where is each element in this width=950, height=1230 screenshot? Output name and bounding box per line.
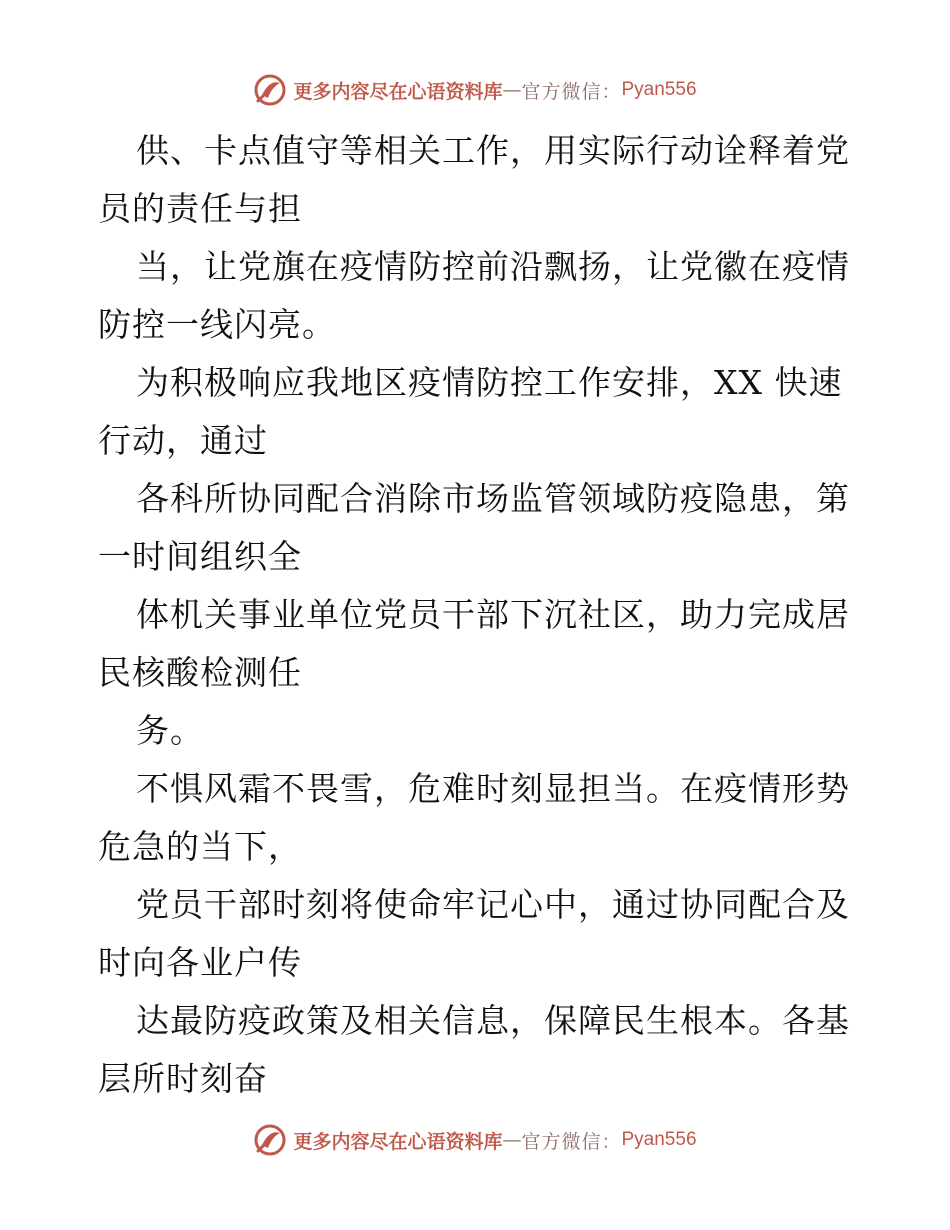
footer-watermark — [0, 1120, 950, 1160]
text-line: 民核酸检测任 — [98, 653, 302, 692]
document-body — [98, 122, 858, 1108]
banner-dash: — — [502, 79, 522, 101]
text-line: 各科所协同配合消除市场监管领域防疫隐患，第 — [136, 479, 850, 518]
text-line: 体机关事业单位党员干部下沉社区，助力完成居 — [136, 595, 850, 634]
text-line: 层所时刻奋 — [98, 1059, 268, 1098]
text-line: 行动，通过 — [98, 421, 268, 460]
text-line: 为积极响应我地区疫情防控工作安排，XX 快速 — [136, 363, 843, 402]
text-line: 危急的当下， — [98, 827, 302, 866]
text-line: 防控一线闪亮。 — [98, 305, 336, 344]
text-line: 当，让党旗在疫情防控前沿飘扬，让党徽在疫情 — [136, 247, 850, 286]
text-line: 达最防疫政策及相关信息，保障民生根本。各基 — [136, 1001, 850, 1040]
text-line: 一时间组织全 — [98, 537, 302, 576]
text-line: 党员干部时刻将使命牢记心中，通过协同配合及 — [136, 885, 850, 924]
logo-icon — [253, 1123, 287, 1157]
banner-dash: — — [502, 1129, 522, 1151]
text-line: 员的责任与担 — [98, 189, 302, 228]
text-line: 时向各业户传 — [98, 943, 302, 982]
text-line: 供、卡点值守等相关工作，用实际行动诠释着党 — [136, 131, 850, 170]
banner-wechat-id: Pyan556 — [621, 79, 697, 100]
banner-wechat-id: Pyan556 — [621, 1129, 697, 1150]
text-line: 不惧风霜不畏雪，危难时刻显担当。在疫情形势 — [136, 769, 850, 808]
banner-main-text: 更多内容尽在心语资料库 — [293, 1130, 503, 1153]
banner-sub-text: 官方微信： — [521, 1130, 622, 1153]
header-watermark — [0, 70, 950, 110]
banner-main-text: 更多内容尽在心语资料库 — [293, 80, 503, 103]
text-line: 务。 — [136, 711, 204, 750]
banner-sub-text: 官方微信： — [521, 80, 622, 103]
logo-icon — [253, 73, 287, 107]
